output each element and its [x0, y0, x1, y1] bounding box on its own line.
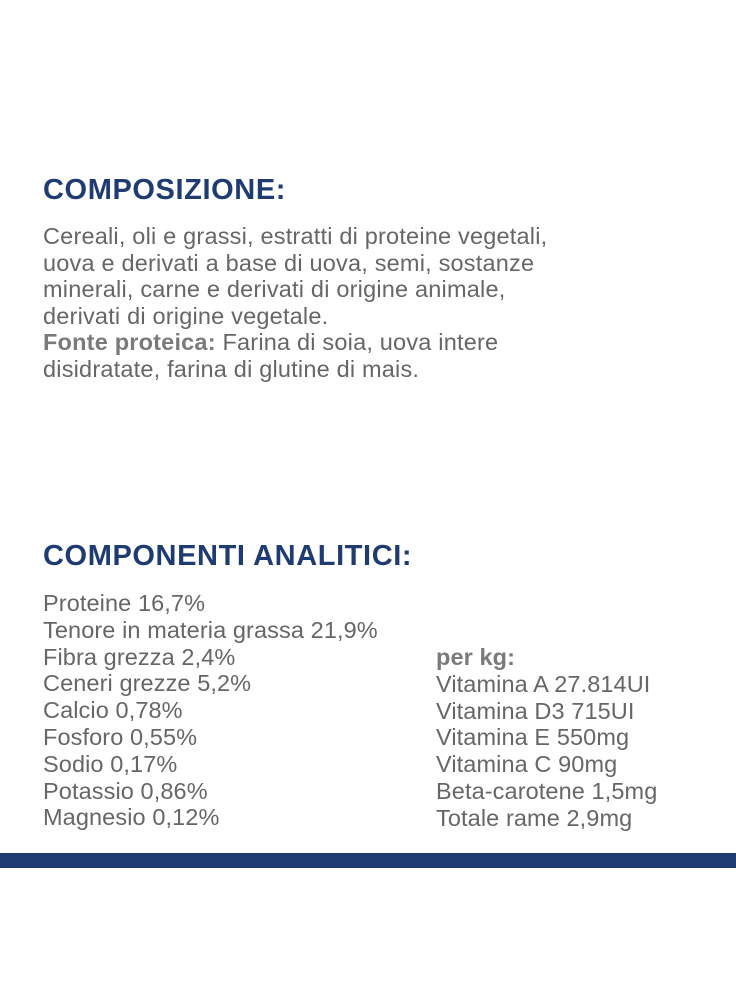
analytical-components-list	[43, 590, 378, 831]
composizione-text	[43, 223, 703, 382]
composizione-line: uova e derivati a base di uova, semi, sostanze	[43, 249, 535, 276]
composizione-line: minerali, carne e derivati di origine animale,	[43, 276, 506, 302]
fonte-proteica-label: Fonte proteica:	[43, 329, 216, 355]
analytical-item: Tenore in materia grassa 21,9%	[43, 616, 378, 643]
bottom-divider-bar	[0, 853, 736, 868]
vitamins-per-kg-list	[436, 644, 657, 832]
analytical-item: Magnesio 0,12%	[43, 804, 220, 831]
analytical-item: Fosforo 0,55%	[43, 723, 198, 750]
composizione-line: derivati di origine vegetale.	[43, 302, 329, 329]
vitamin-item: Vitamina D3 715UI	[436, 697, 635, 724]
vitamin-item: Totale rame 2,9mg	[436, 804, 633, 831]
vitamin-item: Vitamina C 90mg	[436, 751, 618, 778]
componenti-analitici-heading: COMPONENTI ANALITICI:	[43, 540, 413, 572]
analytical-item: Proteine 16,7%	[43, 590, 206, 616]
composizione-heading: COMPOSIZIONE:	[43, 174, 287, 206]
composizione-line: Cereali, oli e grassi, estratti di proteine vegetali,	[43, 223, 548, 249]
analytical-item: Fibra grezza 2,4%	[43, 643, 236, 670]
fonte-proteica-text: Farina di soia, uova intere	[215, 329, 499, 355]
vitamin-item: Beta-carotene 1,5mg	[436, 777, 658, 804]
vitamin-item: Vitamina E 550mg	[436, 724, 630, 751]
analytical-item: Potassio 0,86%	[43, 777, 208, 804]
analytical-item: Calcio 0,78%	[43, 697, 183, 724]
per-kg-label: per kg:	[436, 644, 516, 670]
analytical-item: Ceneri grezze 5,2%	[43, 670, 252, 697]
fonte-proteica-text: disidratate, farina di glutine di mais.	[43, 355, 420, 382]
vitamin-item: Vitamina A 27.814UI	[436, 670, 651, 697]
analytical-item: Sodio 0,17%	[43, 750, 178, 777]
